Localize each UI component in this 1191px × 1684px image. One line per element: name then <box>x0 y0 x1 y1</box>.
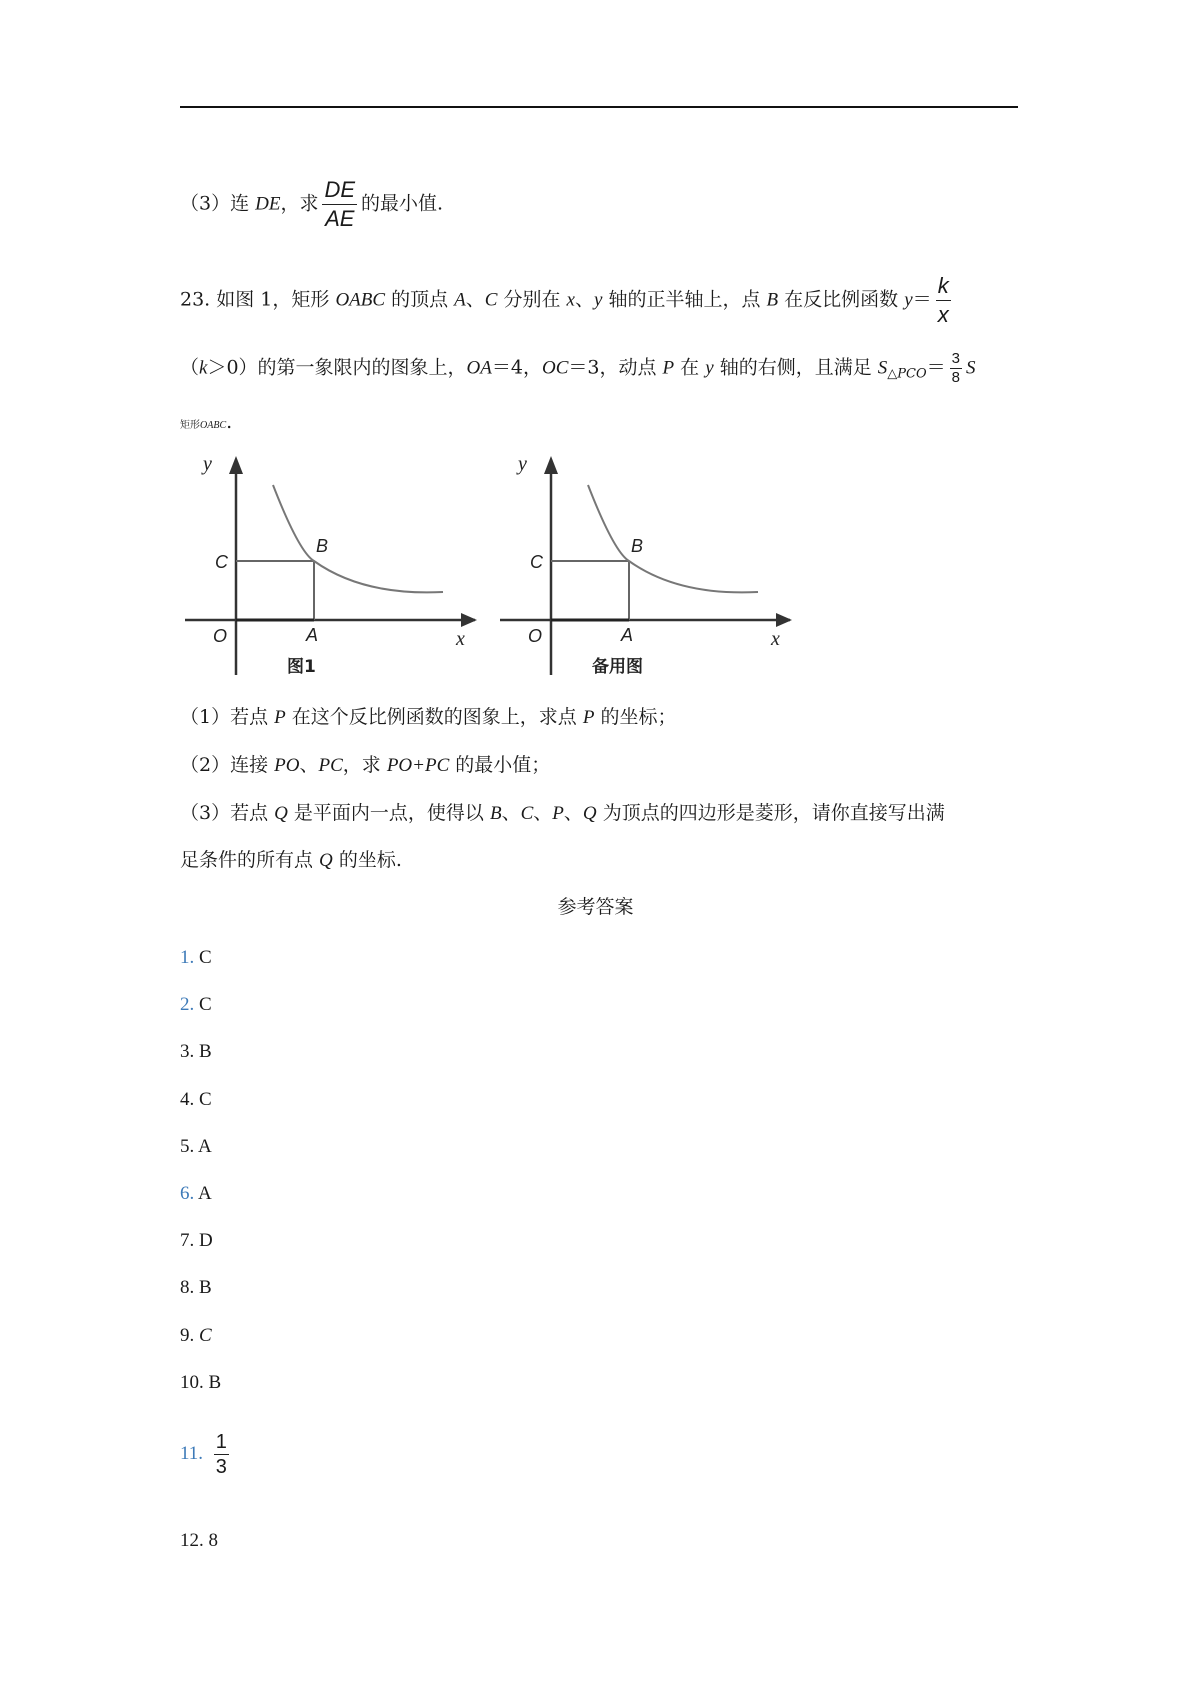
q23-k-over-x-den: x <box>937 302 949 327</box>
q23-text: 、 <box>501 802 521 824</box>
q23-line3 <box>180 412 232 436</box>
q23-text: 、 <box>574 288 594 311</box>
answer-row <box>180 1038 212 1066</box>
answer-12 <box>180 1527 218 1555</box>
q23-subscript: △PCO <box>887 366 927 382</box>
q23-text: 的顶点 <box>385 288 455 311</box>
y-axis-label: y <box>203 453 212 475</box>
q22-part3-suffix: 的最小值. <box>361 192 444 215</box>
q23-text: （2）连接 <box>180 754 275 776</box>
q23-part3 <box>180 799 945 828</box>
hyperbola-curve <box>273 485 443 592</box>
point-c-label: C <box>215 552 228 572</box>
q23-var: Q <box>582 803 597 824</box>
q23-text: 23. 如图 1，矩形 <box>180 288 336 311</box>
q23-k-over-x-num: k <box>936 272 951 301</box>
figure-2-caption: 备用图 <box>592 657 643 677</box>
figure-1 <box>185 450 485 690</box>
answer-value: A <box>197 1183 212 1204</box>
answer-11-fraction <box>214 1430 229 1479</box>
q23-var: P <box>552 803 564 824</box>
answer-11 <box>180 1430 233 1479</box>
q23-part2 <box>180 751 550 780</box>
q23-var: B <box>489 803 502 824</box>
point-c-label: C <box>530 552 543 572</box>
answer-number: 12. <box>180 1530 204 1551</box>
q22-part3-de: DE <box>255 193 281 215</box>
point-a-label: A <box>621 625 634 645</box>
q23-text: . <box>226 411 233 433</box>
q23-text: （ <box>180 356 200 379</box>
q23-text: 是平面内一点，使得以 <box>287 802 490 824</box>
answer-value: C <box>199 1089 212 1110</box>
q23-text: 在反比例函数 <box>778 288 905 311</box>
q23-var: OA <box>466 357 492 379</box>
q22-fraction-num: DE <box>322 176 357 205</box>
q23-var: C <box>520 803 534 824</box>
header-rule <box>180 106 1018 108</box>
q23-text: 、 <box>533 802 553 824</box>
figure-1-graph <box>185 450 485 690</box>
q23-text: 的坐标； <box>594 706 677 728</box>
answer-value: C <box>199 947 212 968</box>
answer-row <box>180 1086 212 1114</box>
q23-three-eighths-den: 8 <box>951 369 960 386</box>
q23-var: PO <box>274 755 300 776</box>
q23-line1 <box>180 272 955 329</box>
figure-1-caption: 图1 <box>287 657 316 677</box>
x-arrow-icon <box>461 613 477 627</box>
answer-row <box>180 1274 212 1302</box>
q23-text: 轴的右侧，且满足 <box>713 356 878 379</box>
answer-number: 5. <box>180 1136 195 1157</box>
q23-text: 在这个反比例函数的图象上，求点 <box>285 706 583 728</box>
q23-text: ＞0）的第一象限内的图象上， <box>207 356 467 379</box>
point-b-label: B <box>631 536 644 556</box>
q22-part3-prefix: （3）连 <box>180 192 256 215</box>
q23-var: B <box>766 289 779 311</box>
q23-var: S <box>965 357 976 379</box>
q23-text: 分别在 <box>497 288 567 311</box>
origin-label: O <box>213 626 228 646</box>
point-b-label: B <box>316 536 329 556</box>
q23-sub-oabc: OABC <box>200 420 227 431</box>
q22-part3-mid: ，求 <box>280 192 319 215</box>
y-arrow-icon <box>229 456 243 474</box>
origin-label: O <box>528 626 543 646</box>
q22-fraction-den: AE <box>325 206 355 231</box>
q23-text: （1）若点 <box>180 706 275 728</box>
q23-text: ＝ <box>912 288 932 311</box>
q23-var: k <box>199 357 208 379</box>
answer-row <box>180 944 212 972</box>
answer-number[interactable]: 6. <box>180 1183 195 1204</box>
q23-text: 轴的正半轴上，点 <box>602 288 767 311</box>
q23-var: P <box>274 707 286 728</box>
answer-value: 8 <box>208 1530 218 1551</box>
x-axis-label: x <box>456 628 465 650</box>
q23-k-over-x <box>936 272 951 329</box>
q23-text: 、 <box>465 288 485 311</box>
q23-var: y <box>904 289 913 311</box>
answer-value: C <box>199 1325 212 1346</box>
q23-var: OC <box>541 357 569 379</box>
q23-var: Q <box>274 803 288 824</box>
q23-text: ＝3，动点 <box>568 356 663 379</box>
q23-var: P <box>662 357 675 379</box>
q23-text: （3）若点 <box>180 802 275 824</box>
q23-text: 、 <box>299 754 319 776</box>
figure-2-graph <box>500 450 800 690</box>
q23-var: Q <box>319 850 333 871</box>
answer-value: A <box>197 1136 212 1157</box>
answer-number[interactable]: 1. <box>180 947 195 968</box>
answer-number: 8. <box>180 1277 195 1298</box>
x-arrow-icon <box>776 613 792 627</box>
answer-row <box>180 1369 221 1397</box>
q23-var: C <box>484 289 498 311</box>
q23-text: ＝ <box>926 356 946 379</box>
answer-number[interactable]: 11. <box>180 1442 204 1464</box>
q23-text: 足条件的所有点 <box>180 849 320 871</box>
q23-var: P <box>582 707 595 728</box>
answer-value: B <box>208 1372 222 1393</box>
q23-var: y <box>594 289 603 311</box>
q23-text: 的最小值； <box>449 754 551 776</box>
q23-part3-line2 <box>180 846 402 875</box>
answer-11-den: 3 <box>215 1456 227 1478</box>
answer-row <box>180 1180 212 1208</box>
answer-value: C <box>199 994 212 1015</box>
answer-number: 4. <box>180 1089 195 1110</box>
y-axis-label: y <box>518 453 527 475</box>
answer-number[interactable]: 2. <box>180 994 195 1015</box>
q22-fraction <box>322 176 357 233</box>
q23-text: ，求 <box>342 754 387 776</box>
answer-row <box>180 991 212 1019</box>
answer-row <box>180 1322 212 1350</box>
q23-var: y <box>705 357 714 379</box>
q23-part1 <box>180 703 677 732</box>
y-arrow-icon <box>544 456 558 474</box>
answer-value: B <box>199 1041 212 1062</box>
q23-var: PO+PC <box>386 755 450 776</box>
q23-text: 、 <box>563 802 583 824</box>
answer-11-num: 1 <box>215 1431 227 1453</box>
q23-three-eighths-num: 3 <box>951 350 960 367</box>
answers-title: 参考答案 <box>557 896 634 918</box>
hyperbola-curve <box>588 485 758 592</box>
q23-line2 <box>180 350 975 389</box>
answer-number: 9. <box>180 1325 195 1346</box>
q23-text: ＝4， <box>491 356 542 379</box>
answer-value: B <box>199 1277 212 1298</box>
answer-value: D <box>199 1230 213 1251</box>
q23-var: PC <box>318 755 343 776</box>
q22-part3 <box>180 176 443 233</box>
x-axis-label: x <box>771 628 780 650</box>
q23-three-eighths <box>950 350 962 387</box>
answer-row <box>180 1133 212 1161</box>
q23-var: OABC <box>335 289 386 311</box>
q23-text: 在 <box>674 356 706 379</box>
q23-var: A <box>454 289 466 311</box>
q23-var: S <box>877 357 888 379</box>
answer-number: 10. <box>180 1372 204 1393</box>
q23-var: x <box>566 289 575 311</box>
point-a-label: A <box>306 625 319 645</box>
q23-text: 为顶点的四边形是菱形，请你直接写出满 <box>596 802 945 824</box>
answer-number: 3. <box>180 1041 195 1062</box>
answer-number: 7. <box>180 1230 195 1251</box>
q23-sub-cn: 矩形 <box>180 420 200 431</box>
answer-row <box>180 1227 213 1255</box>
figure-2 <box>500 450 800 690</box>
q23-text: 的坐标. <box>332 849 402 871</box>
